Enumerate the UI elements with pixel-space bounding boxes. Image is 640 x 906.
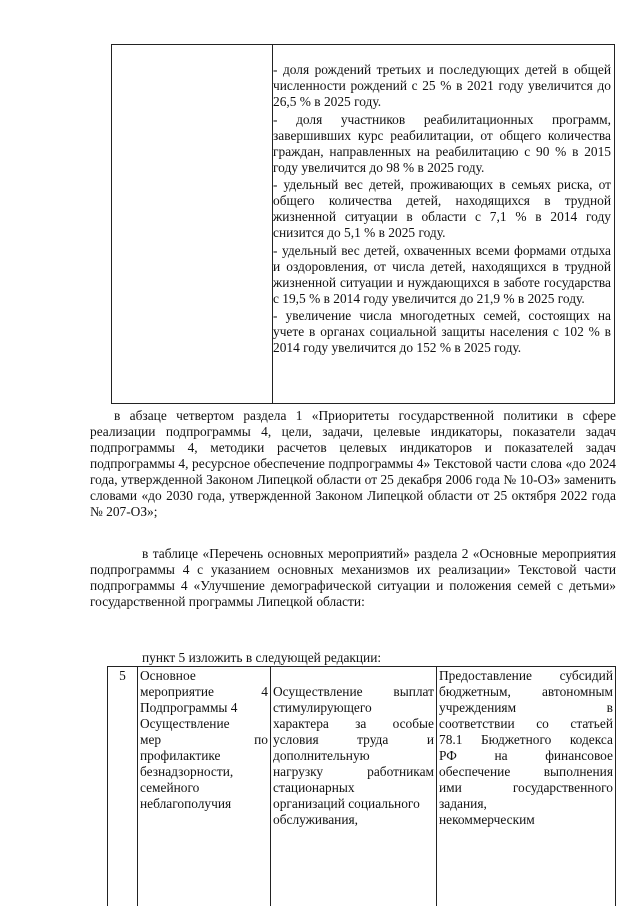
measure-description-line: Осуществление выплат	[273, 684, 434, 699]
measure-name-line: мер по	[140, 732, 268, 747]
measure-name-line: безнадзорности,	[140, 764, 234, 779]
measure-description-line: обслуживания,	[273, 812, 358, 827]
measure-name-cell	[138, 667, 271, 906]
measure-description-line: нагрузку работникам	[273, 764, 434, 779]
indicators-table-left-cell	[112, 45, 273, 403]
measure-description-line: стационарных	[273, 780, 355, 795]
funding-line: соответствии со статьей	[439, 716, 613, 731]
funding-line: Предоставление субсидий	[439, 668, 613, 683]
measure-name-line: Подпрограммы 4	[140, 700, 238, 715]
measure-description-line	[273, 668, 434, 684]
measure-description-line: стимулирующего	[273, 700, 372, 715]
measure-name-line: неблагополучия	[140, 796, 232, 811]
indicator-item: - доля рождений третьих и последующих детей в общей численности рождений с 25 % в 2021 году увеличится до 26,5 % в 2025 году.	[273, 62, 611, 109]
measure-name-line: семейного	[140, 780, 200, 795]
measure-description-cell	[271, 667, 437, 906]
indicator-item: - удельный вес детей, проживающих в семьях риска, от общего количества детей, находящихся в трудной жизненной ситуации в области с 7,1 % в 2014 году снизится до 5,1 % в 2025 году.	[273, 177, 611, 240]
funding-line: 78.1 Бюджетного кодекса	[439, 732, 613, 747]
amendment-paragraph-2: в таблице «Перечень основных мероприятий» раздела 2 «Основные мероприятия подпрограммы 4 с указанием основных механизмов их реализации» Текстовой части подпрограммы 4 «Улучшение демографической ситуации и положения семей с детьми» государственной программы Липецкой области:	[90, 546, 616, 609]
measure-description-line: условия труда и	[273, 732, 434, 747]
measure-name-line: Осуществление	[140, 716, 230, 731]
funding-mechanism-cell	[437, 667, 615, 906]
measure-description-line: характера за особые	[273, 716, 434, 731]
measures-table	[107, 666, 616, 906]
funding-line: ими государственного	[439, 780, 613, 795]
measure-name-line: профилактике	[140, 748, 221, 763]
measure-description-line: дополнительную	[273, 748, 370, 763]
indicators-table	[111, 44, 615, 404]
indicators-cell	[273, 62, 611, 358]
funding-line: обеспечение выполнения	[439, 764, 613, 779]
measure-description-line: организаций социального	[273, 796, 420, 811]
funding-line: бюджетным, автономным	[439, 684, 613, 699]
indicator-item: - доля участников реабилитационных программ, завершивших курс реабилитации, от общего количества граждан, направленных на реабилитацию с 90 % в 2015 году увеличится до 98 % в 2025 году.	[273, 111, 611, 175]
indicator-item: - удельный вес детей, охваченных всеми формами отдыха и оздоровления, от числа детей, находящихся в трудной жизненной ситуации и нуждающихся в заботе государства с 19,5 % в 2014 году увеличится до 21,9 % в 2025 году.	[273, 242, 611, 306]
measure-name-line: Основное	[140, 668, 196, 683]
amendment-paragraph-1: в абзаце четвертом раздела 1 «Приоритеты государственной политики в сфере реализации подпрограммы 4, цели, задачи, целевые индикаторы, показатели задач подпрограммы 4, методики расчетов целевых индикаторов и показателей задач подпрограммы 4, ресурсное обеспечение подпрограммы 4» Текстовой части слова «до 2024 года, утвержденной Законом Липецкой области от 25 декабря 2006 года № 10-ОЗ» заменить словами «до 2030 года, утвержденной Законом Липецкой области от 25 октября 2022 года № 207-ОЗ»;	[90, 408, 616, 519]
funding-line: задания,	[439, 796, 487, 811]
indicator-item: - увеличение числа многодетных семей, состоящих на учете в органах социальной защиты населения с 102 % в 2014 году увеличится до 152 % в 2025 году.	[273, 308, 611, 355]
amendment-paragraph-3: пункт 5 изложить в следующей редакции:	[142, 650, 382, 665]
row-number: 5	[119, 668, 126, 683]
row-number-cell	[108, 667, 138, 906]
measure-name-line: мероприятие 4	[140, 684, 268, 699]
funding-line: РФ на финансовое	[439, 748, 613, 763]
funding-line: некоммерческим	[439, 812, 535, 827]
funding-line: учреждениям в	[439, 700, 613, 715]
